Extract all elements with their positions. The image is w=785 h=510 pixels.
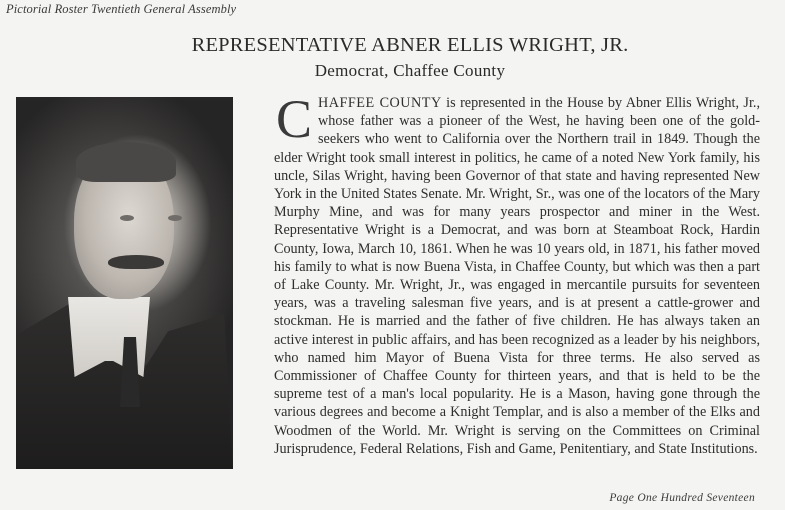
portrait-hair bbox=[76, 142, 176, 182]
biography-text bbox=[274, 89, 760, 458]
biography-body: is represented in the House by Abner Ellis Wright, Jr., whose father was a pioneer of the West, he having been one of the gold-seekers who went to California over the Northern trail in 1849. Though the elder Wright took small interest in politics, he came of a noted New York family, his uncle, Silas Wright, having been Governor of that state and having represented New York in the United States Senate. Mr. Wright, Sr., was one of the locators of the Mary Murphy Mine, and was for many years prospector and miner in the West. Representative Wright is a Democrat, and was born at Steamboat Rock, Hardin County, Iowa, March 10, 1861. When he was 10 years old, in 1871, his father moved his family to what is now Buena Vista, in Chaffee County, but which was then a part of Lake County. Mr. Wright, Jr., was engaged in mercantile pursuits for seventeen years, was a traveling salesman five years, and is at present a cattle-grower and stockman. He is married and the father of five children. He has always taken an active interest in public affairs, and has been recognized as a leader by his neighbors, who named him Mayor of Buena Vista for three terms. He also served as Commissioner of Chaffee County for thirteen years, and that is held to be the supreme test of a man's local popularity. He is a Mason, having gone through the various degrees and become a Knight Templar, and is also a member of the Elks and Woodmen of the World. Mr. Wright is serving on the Committees on Criminal Jurisprudence, Federal Relations, Fish and Game, Penitentiary, and State Institutions. bbox=[274, 95, 760, 457]
page-folio: Page One Hundred Seventeen bbox=[609, 492, 755, 504]
drop-cap: C bbox=[276, 89, 313, 149]
portrait-moustache bbox=[108, 255, 164, 269]
lead-caps: HAFFEE COUNTY bbox=[318, 95, 442, 111]
portrait-photo bbox=[16, 97, 233, 469]
page-title: REPRESENTATIVE ABNER ELLIS WRIGHT, JR. bbox=[191, 34, 629, 56]
running-head: Pictorial Roster Twentieth General Assembly bbox=[6, 2, 237, 16]
portrait-eye-right bbox=[168, 215, 182, 221]
portrait-eye-left bbox=[120, 215, 134, 221]
page-subtitle: Democrat, Chaffee County bbox=[314, 61, 506, 80]
